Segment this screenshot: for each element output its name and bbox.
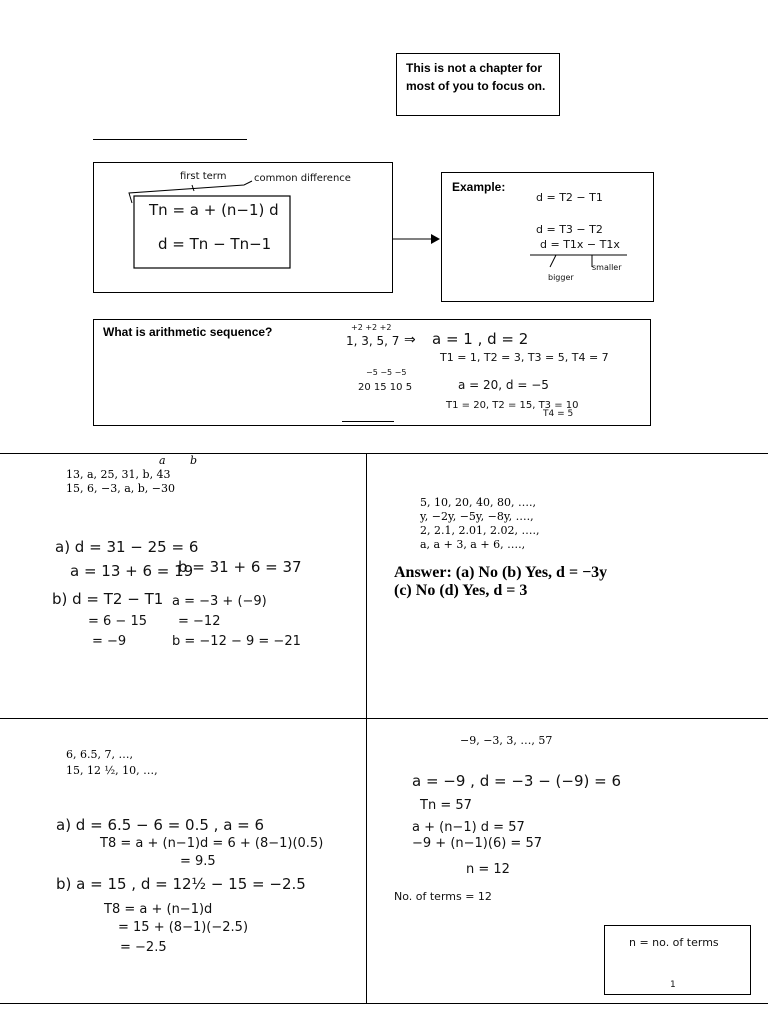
small-note-text: n = no. of terms [629, 936, 719, 949]
annotation-first-term: first term [180, 171, 227, 182]
q1-line-1: 13, a, 25, 31, b, 43 [66, 468, 171, 481]
note-text: This is not a chapter for most of you to focus on. [406, 61, 546, 93]
note-box [396, 53, 560, 116]
seq2-ad: a = 20, d = −5 [458, 378, 549, 392]
q2-answer-1: Answer: (a) No (b) Yes, d = −3y [394, 564, 608, 581]
q4-line-1: −9, −3, 3, …, 57 [460, 734, 553, 747]
annotation-arrows [94, 163, 394, 294]
formula-tn: Tn = a + (n−1) d [149, 201, 279, 219]
q4-work-5: n = 12 [466, 862, 510, 877]
example-title: Example: [452, 180, 506, 194]
example-line-1: d = T2 − T1 [536, 191, 603, 204]
example-line-3: d = T1x − T1x [540, 238, 620, 251]
q1-work-2: a = 13 + 6 = 19 [70, 562, 194, 580]
example-line-2: d = T3 − T2 [536, 223, 603, 236]
q3-work-4: b) a = 15 , d = 12½ − 15 = −2.5 [56, 875, 306, 893]
q4-work-1: a = −9 , d = −3 − (−9) = 6 [412, 772, 622, 790]
q4-work-2: Tn = 57 [420, 798, 472, 813]
arrow-right-icon [393, 233, 443, 245]
example-smaller: smaller [592, 263, 622, 272]
seq1-terms: T1 = 1, T2 = 3, T3 = 5, T4 = 7 [440, 351, 609, 364]
example-box [441, 172, 654, 302]
arithmetic-question: What is arithmetic sequence? [103, 325, 273, 339]
q2-answer-2: (c) No (d) Yes, d = 3 [394, 582, 528, 599]
formula-d: d = Tn − Tn−1 [158, 235, 272, 253]
q1-line-2: 15, 6, −3, a, b, −30 [66, 482, 175, 495]
q1-label-a: a [159, 454, 166, 467]
q4-work-4: −9 + (n−1)(6) = 57 [412, 836, 542, 851]
seq2-terms-a: T1 = 20, T2 = 15, T3 = 10 [446, 400, 579, 411]
example-bigger: bigger [548, 273, 574, 282]
small-note-box [604, 925, 751, 995]
q1-work-6: = −9 [92, 634, 127, 649]
q1-work-4: b) d = T2 − T1 [52, 590, 164, 608]
title-underline [93, 139, 247, 140]
grid-top-line [0, 453, 768, 454]
seq1: 1, 3, 5, 7 [346, 334, 400, 348]
example-arrows [442, 173, 655, 303]
q3-work-6: = 15 + (8−1)(−2.5) [118, 920, 249, 935]
page-number: 1 [670, 980, 676, 990]
q2-line-4: a, a + 3, a + 6, …., [420, 538, 526, 551]
q1-work-9: b = −12 − 9 = −21 [172, 634, 301, 649]
q2-line-2: y, −2y, −5y, −8y, …., [420, 510, 534, 523]
formula-box [93, 162, 393, 293]
q1-work-1: a) d = 31 − 25 = 6 [55, 538, 199, 556]
q4-work-6: No. of terms = 12 [394, 890, 492, 903]
q3-line-1: 6, 6.5, 7, …, [66, 748, 133, 761]
arithmetic-box [93, 319, 651, 426]
q4-work-3: a + (n−1) d = 57 [412, 820, 525, 835]
q2-line-3: 2, 2.1, 2.01, 2.02, …., [420, 524, 540, 537]
seq1-ad: a = 1 , d = 2 [432, 330, 529, 348]
grid-middle-line [0, 718, 768, 719]
seq1-diffs: +2 +2 +2 [351, 323, 392, 332]
seq2-diffs: −5 −5 −5 [366, 368, 407, 377]
q3-work-7: = −2.5 [120, 940, 167, 955]
q2-line-1: 5, 10, 20, 40, 80, …., [420, 496, 536, 509]
q3-work-1: a) d = 6.5 − 6 = 0.5 , a = 6 [56, 816, 265, 834]
q3-work-3: = 9.5 [180, 854, 216, 869]
seq2: 20 15 10 5 [358, 382, 413, 393]
q1-label-b: b [190, 454, 198, 467]
grid-bottom-line [0, 1003, 768, 1004]
q1-work-5: = 6 − 15 [88, 614, 147, 629]
q3-work-2: T8 = a + (n−1)d = 6 + (8−1)(0.5) [100, 836, 324, 851]
q3-line-2: 15, 12 ½, 10, …, [66, 764, 158, 777]
q1-work-8: = −12 [178, 614, 221, 629]
seq1-implies: ⇒ [404, 332, 416, 348]
grid-vertical-line [366, 453, 367, 1004]
seq2-terms-b: T4 = 5 [543, 409, 574, 419]
annotation-common-difference: common difference [254, 173, 351, 184]
seq-underline [342, 421, 394, 422]
q3-work-5: T8 = a + (n−1)d [104, 902, 213, 917]
q1-work-3: b = 31 + 6 = 37 [178, 558, 302, 576]
q1-work-7: a = −3 + (−9) [172, 594, 267, 609]
